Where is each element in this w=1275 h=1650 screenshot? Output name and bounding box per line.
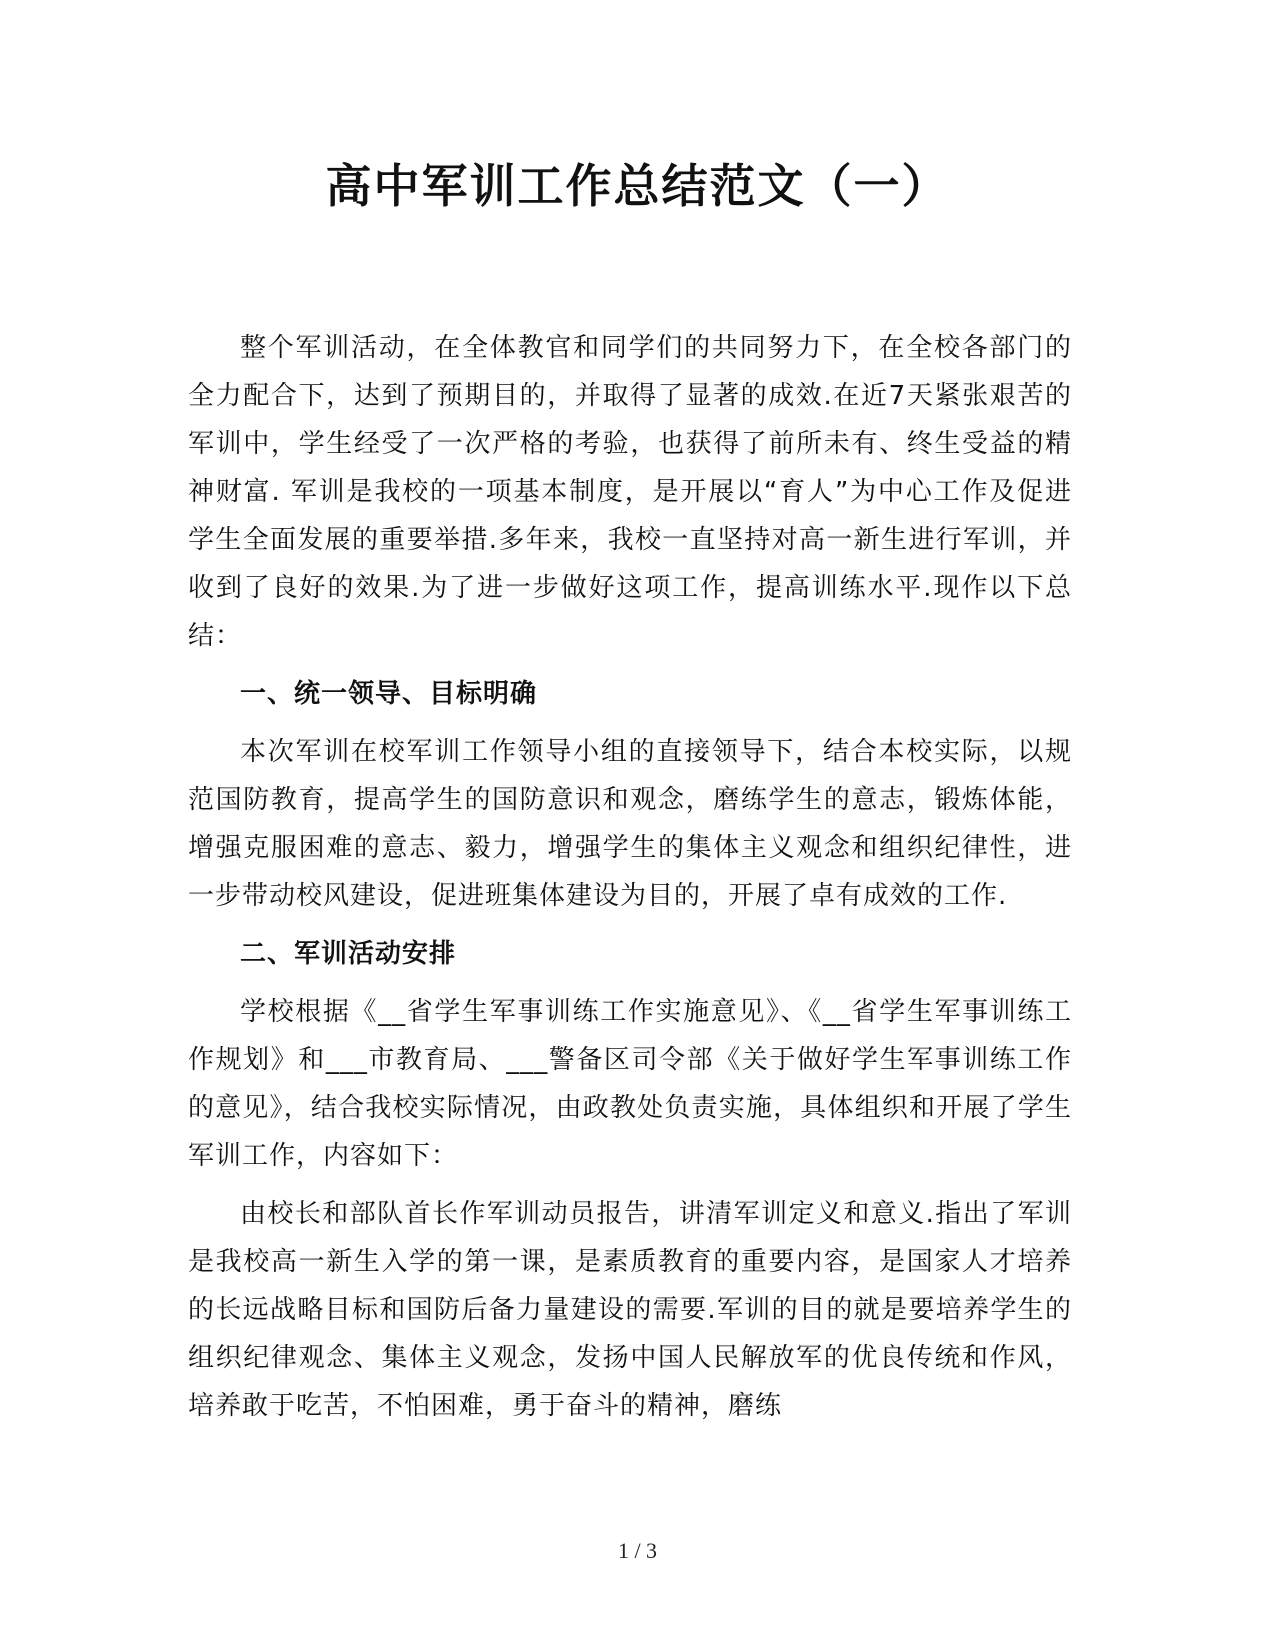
page-number: 1 / 3 <box>617 1538 658 1563</box>
document-body <box>188 324 1072 1440</box>
section-heading-1: 一、统一领导、目标明确 <box>240 679 538 709</box>
section-heading-2: 二、军训活动安排 <box>240 939 457 969</box>
section-2-paragraph-1: 学校根据《__省学生军事训练工作实施意见》、《__省学生军事训练工作规划》和___市教育局、___警备区司令部《关于做好学生军事训练工作的意见》，结合我校实际情况，由政教处负责实施，具体组织和开展了学生军训工作，内容如下： <box>188 997 1072 1171</box>
section-1-paragraph: 本次军训在校军训工作领导小组的直接领导下，结合本校实际，以规范国防教育，提高学生的国防意识和观念，磨练学生的意志，锻炼体能，增强克服困难的意志、毅力，增强学生的集体主义观念和组织纪律性，进一步带动校风建设，促进班集体建设为目的，开展了卓有成效的工作. <box>188 737 1072 911</box>
section-2-paragraph-2: 由校长和部队首长作军训动员报告，讲清军训定义和意义.指出了军训是我校高一新生入学的第一课，是素质教育的重要内容，是国家人才培养的长远战略目标和国防后备力量建设的需要.军训的目的就是要培养学生的组织纪律观念、集体主义观念，发扬中国人民解放军的优良传统和作风，培养敢于吃苦，不怕困难，勇于奋斗的精神，磨练 <box>188 1199 1072 1421</box>
intro-paragraph: 整个军训活动，在全体教官和同学们的共同努力下，在全校各部门的全力配合下，达到了预期目的，并取得了显著的成效.在近7天紧张艰苦的军训中，学生经受了一次严格的考验，也获得了前所未有、终生受益的精神财富. 军训是我校的一项基本制度，是开展以“育人”为中心工作及促进学生全面发展的重要举措.多年来，我校一直坚持对高一新生进行军训，并收到了良好的效果.为了进一步做好这项工作，提高训练水平.现作以下总结： <box>188 333 1072 651</box>
document-title: 高中军训工作总结范文（一） <box>325 159 950 213</box>
